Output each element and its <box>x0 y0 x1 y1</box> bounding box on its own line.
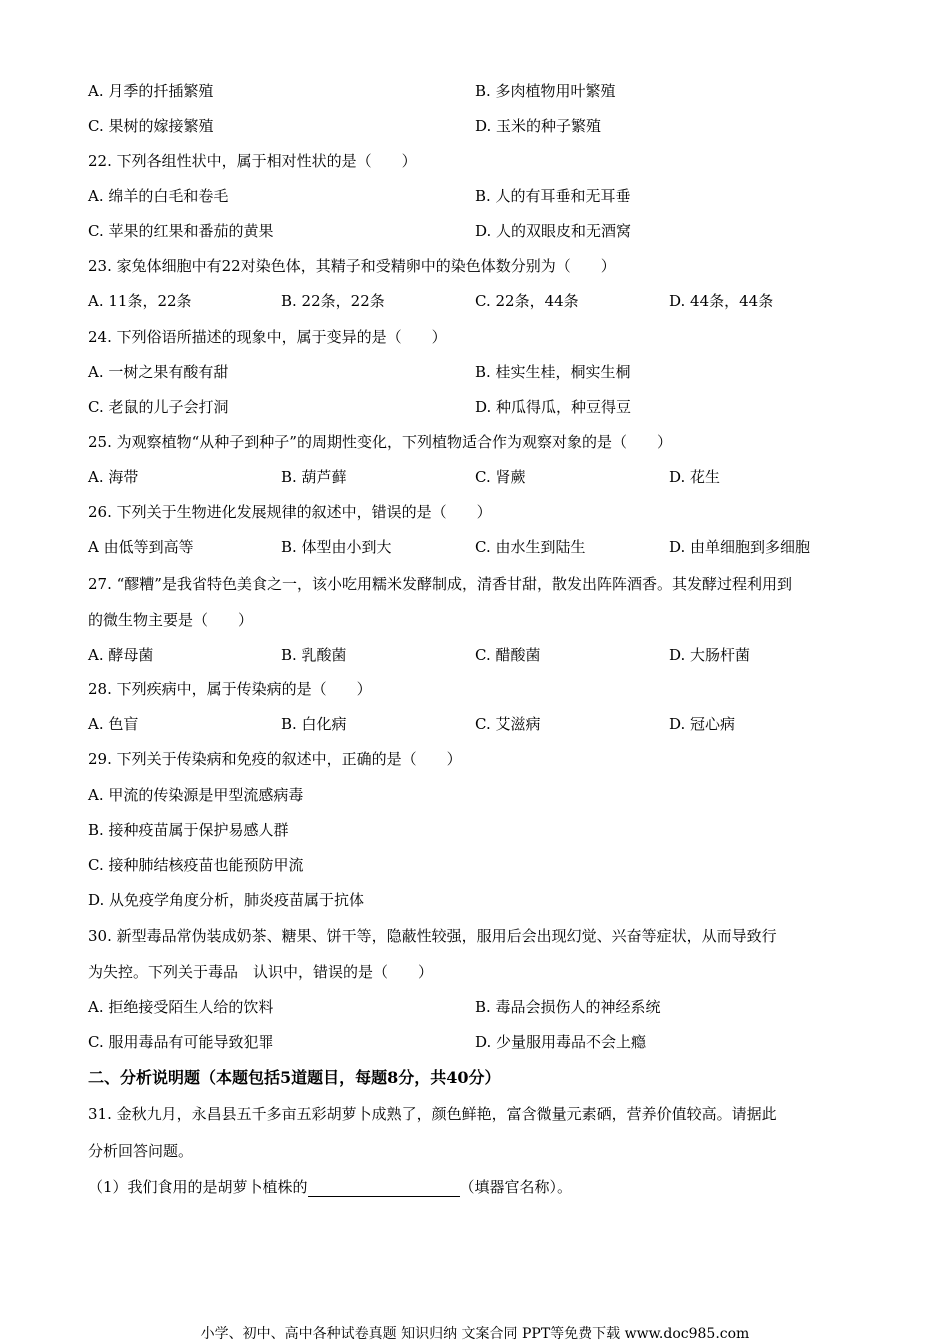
q31-sub1-text-after: （填器官名称）。 <box>459 1178 573 1196</box>
q21-option-a: A. 月季的扦插繁殖 <box>88 82 214 100</box>
q28-option-b: B. 白化病 <box>281 715 347 733</box>
q31-sub1-text-before: （1）我们食用的是胡萝卜植株的 <box>88 1178 308 1196</box>
q27-option-b: B. 乳酸菌 <box>281 646 347 664</box>
q25-option-b: B. 葫芦藓 <box>281 468 347 486</box>
q30-option-d: D. 少量服用毒品不会上瘾 <box>475 1033 647 1051</box>
q22-option-b: B. 人的有耳垂和无耳垂 <box>475 187 631 205</box>
q26-option-b: B. 体型由小到大 <box>281 538 392 556</box>
q26-option-d: D. 由单细胞到多细胞 <box>669 538 811 556</box>
q27-stem-line1: 27. “醪糟”是我省特色美食之一，该小吃用糯米发酵制成，清香甘甜，散发出阵阵酒香。其发酵过程利用到 <box>88 575 792 593</box>
q25-option-c: C. 肾蕨 <box>475 468 526 486</box>
q22-option-a: A. 绵羊的白毛和卷毛 <box>88 187 229 205</box>
q27-stem-line2: 的微生物主要是（ ） <box>88 611 254 629</box>
q24-option-d: D. 种瓜得瓜，种豆得豆 <box>475 398 632 416</box>
q30-stem-line2: 为失控。下列关于毒品 认识中，错误的是（ ） <box>88 963 434 981</box>
q27-option-c: C. 醋酸菌 <box>475 646 541 664</box>
q24-option-c: C. 老鼠的儿子会打洞 <box>88 398 229 416</box>
q28-option-c: C. 艾滋病 <box>475 715 541 733</box>
q30-option-c: C. 服用毒品有可能导致犯罪 <box>88 1033 274 1051</box>
q30-option-a: A. 拒绝接受陌生人给的饮料 <box>88 998 274 1016</box>
q21-option-b: B. 多肉植物用叶繁殖 <box>475 82 616 100</box>
q21-option-d: D. 玉米的种子繁殖 <box>475 117 602 135</box>
q24-stem: 24. 下列俗语所描述的现象中，属于变异的是（ ） <box>88 328 447 346</box>
q25-option-d: D. 花生 <box>669 468 721 486</box>
q27-option-d: D. 大肠杆菌 <box>669 646 751 664</box>
q25-option-a: A. 海带 <box>88 468 139 486</box>
q23-option-c: C. 22条，44条 <box>475 292 579 310</box>
q23-option-d: D. 44条，44条 <box>669 292 774 310</box>
q22-option-d: D. 人的双眼皮和无酒窝 <box>475 222 632 240</box>
q31-subquestion-1 <box>88 1177 572 1197</box>
q30-stem-line1: 30. 新型毒品常伪装成奶茶、糖果、饼干等，隐蔽性较强，服用后会出现幻觉、兴奋等症状，从而导致行 <box>88 927 777 945</box>
q31-stem-line2: 分析回答问题。 <box>88 1142 194 1160</box>
q22-option-c: C. 苹果的红果和番茄的黄果 <box>88 222 274 240</box>
q29-option-b: B. 接种疫苗属于保护易感人群 <box>88 821 289 839</box>
section-heading: 二、分析说明题（本题包括5道题目，每题8分，共40分） <box>88 1068 501 1087</box>
page-footer: 小学、初中、高中各种试卷真题 知识归纳 文案合同 PPT等免费下载 www.doc985.com <box>200 1326 750 1342</box>
q28-stem: 28. 下列疾病中，属于传染病的是（ ） <box>88 680 372 698</box>
q29-stem: 29. 下列关于传染病和免疫的叙述中，正确的是（ ） <box>88 750 462 768</box>
q29-option-d: D. 从免疫学角度分析，肺炎疫苗属于抗体 <box>88 891 365 909</box>
answer-blank[interactable] <box>308 1180 460 1197</box>
q26-option-a: A 由低等到高等 <box>88 538 194 556</box>
q27-option-a: A. 酵母菌 <box>88 646 154 664</box>
q30-option-b: B. 毒品会损伤人的神经系统 <box>475 998 661 1016</box>
q29-option-c: C. 接种肺结核疫苗也能预防甲流 <box>88 856 304 874</box>
q26-option-c: C. 由水生到陆生 <box>475 538 586 556</box>
q23-stem: 23. 家兔体细胞中有22对染色体，其精子和受精卵中的染色体数分别为（ ） <box>88 257 616 275</box>
q26-stem: 26. 下列关于生物进化发展规律的叙述中，错误的是（ ） <box>88 503 492 521</box>
q21-option-c: C. 果树的嫁接繁殖 <box>88 117 214 135</box>
q24-option-b: B. 桂实生桂，桐实生桐 <box>475 363 631 381</box>
q23-option-a: A. 11条，22条 <box>88 292 192 310</box>
q25-stem: 25. 为观察植物“从种子到种子”的周期性变化，下列植物适合作为观察对象的是（ ） <box>88 433 672 451</box>
q23-option-b: B. 22条，22条 <box>281 292 385 310</box>
q24-option-a: A. 一树之果有酸有甜 <box>88 363 229 381</box>
q31-stem-line1: 31. 金秋九月，永昌县五千多亩五彩胡萝卜成熟了，颜色鲜艳，富含微量元素硒，营养价值较高。请据此 <box>88 1105 777 1123</box>
q22-stem: 22. 下列各组性状中，属于相对性状的是（ ） <box>88 152 417 170</box>
q28-option-a: A. 色盲 <box>88 715 139 733</box>
q29-option-a: A. 甲流的传染源是甲型流感病毒 <box>88 786 304 804</box>
q28-option-d: D. 冠心病 <box>669 715 736 733</box>
